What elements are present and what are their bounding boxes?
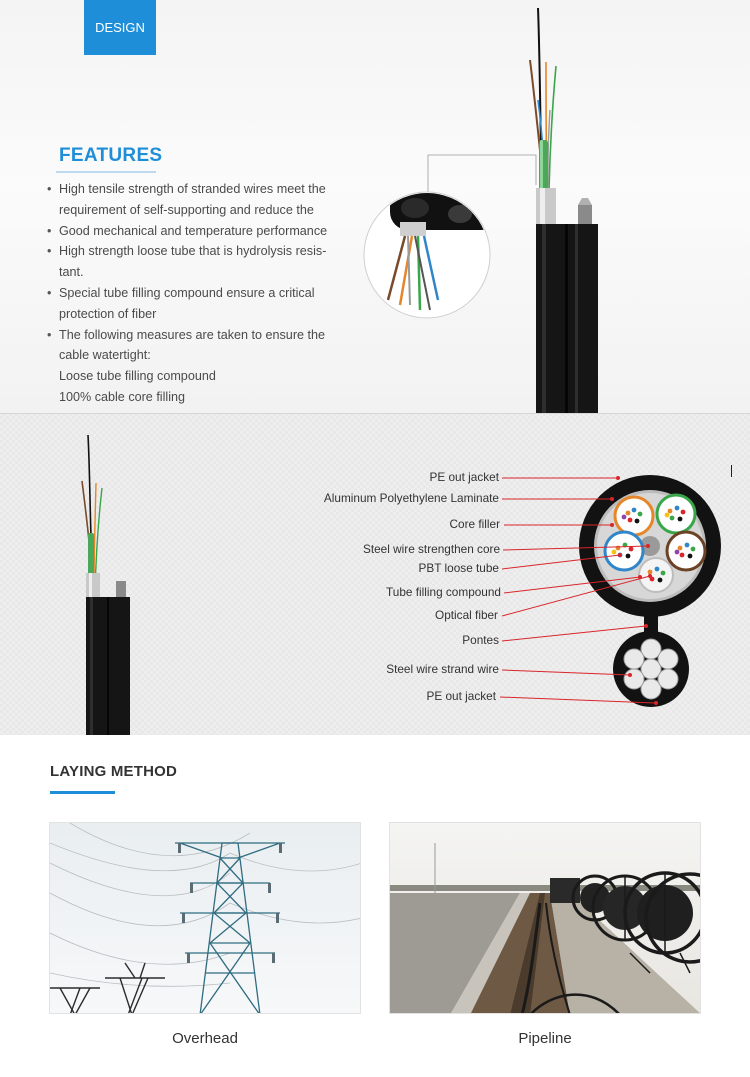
label-aluminum-laminate: Aluminum Polyethylene Laminate [323, 491, 499, 505]
label-pbt-loose-tube: PBT loose tube [418, 561, 499, 575]
feature-line [47, 200, 357, 221]
feature-line [47, 304, 357, 325]
design-badge: DESIGN [84, 0, 156, 55]
feature-text: Loose tube filling compound [59, 369, 216, 384]
features-section [0, 0, 750, 413]
features-title: FEATURES [59, 145, 163, 166]
label-tube-filling-compound: Tube filling compound [386, 585, 501, 599]
overhead-photo [49, 822, 361, 1014]
feature-text: tant. [59, 265, 84, 280]
marker-tick [731, 465, 732, 477]
feature-text: Special tube filling compound ensure a critical [59, 285, 315, 300]
features-list [47, 179, 357, 408]
loose-tube-brown [667, 532, 705, 570]
feature-line [47, 345, 357, 366]
loose-tube-orange [615, 497, 653, 535]
feature-line [47, 262, 357, 283]
overhead-caption: Overhead [172, 1030, 238, 1047]
label-steel-wire-strand: Steel wire strand wire [386, 662, 499, 676]
feature-text: cable watertight: [59, 348, 151, 363]
label-optical-fiber: Optical fiber [435, 608, 498, 622]
label-steel-wire-core: Steel wire strengthen core [362, 542, 500, 556]
loose-tube-blue [605, 532, 643, 570]
feature-line [47, 221, 357, 242]
bullet: • [47, 244, 52, 259]
laying-method-underline [50, 791, 115, 794]
feature-text: 100% cable core filling [59, 389, 186, 404]
cross-section-diagram [0, 413, 750, 735]
bullet: • [47, 285, 52, 300]
feature-text: High tensile strength of stranded wires meet the [59, 182, 326, 196]
label-pe-out-jacket-messenger: PE out jacket [426, 689, 496, 703]
pipeline-caption: Pipeline [518, 1030, 572, 1047]
feature-line [47, 241, 357, 262]
feature-text: protection of fiber [59, 306, 157, 321]
label-core-filler: Core filler [449, 517, 500, 531]
feature-line [47, 283, 357, 304]
feature-text: High strength loose tube that is hydrolysis resis- [59, 244, 327, 259]
bullet: • [47, 327, 52, 342]
label-pe-out-jacket: PE out jacket [429, 470, 499, 484]
label-pontes: Pontes [462, 633, 499, 647]
feature-line [47, 366, 357, 387]
feature-text: Good mechanical and temperature performance [59, 223, 328, 238]
bullet: • [47, 223, 52, 238]
feature-text: requirement of self-supporting and reduce the [59, 202, 314, 217]
bullet: • [47, 182, 52, 196]
feature-text: The following measures are taken to ensure the [59, 327, 326, 342]
pipeline-photo [389, 822, 701, 1014]
feature-line [47, 387, 357, 408]
loose-tube-green [657, 495, 695, 533]
feature-line [47, 325, 357, 346]
loose-tube-white [639, 558, 673, 592]
features-title-underline [56, 171, 156, 173]
feature-line [47, 179, 357, 200]
laying-method-title: LAYING METHOD [50, 763, 178, 780]
cross-section-section [0, 413, 750, 735]
cable-illustration [360, 0, 660, 413]
